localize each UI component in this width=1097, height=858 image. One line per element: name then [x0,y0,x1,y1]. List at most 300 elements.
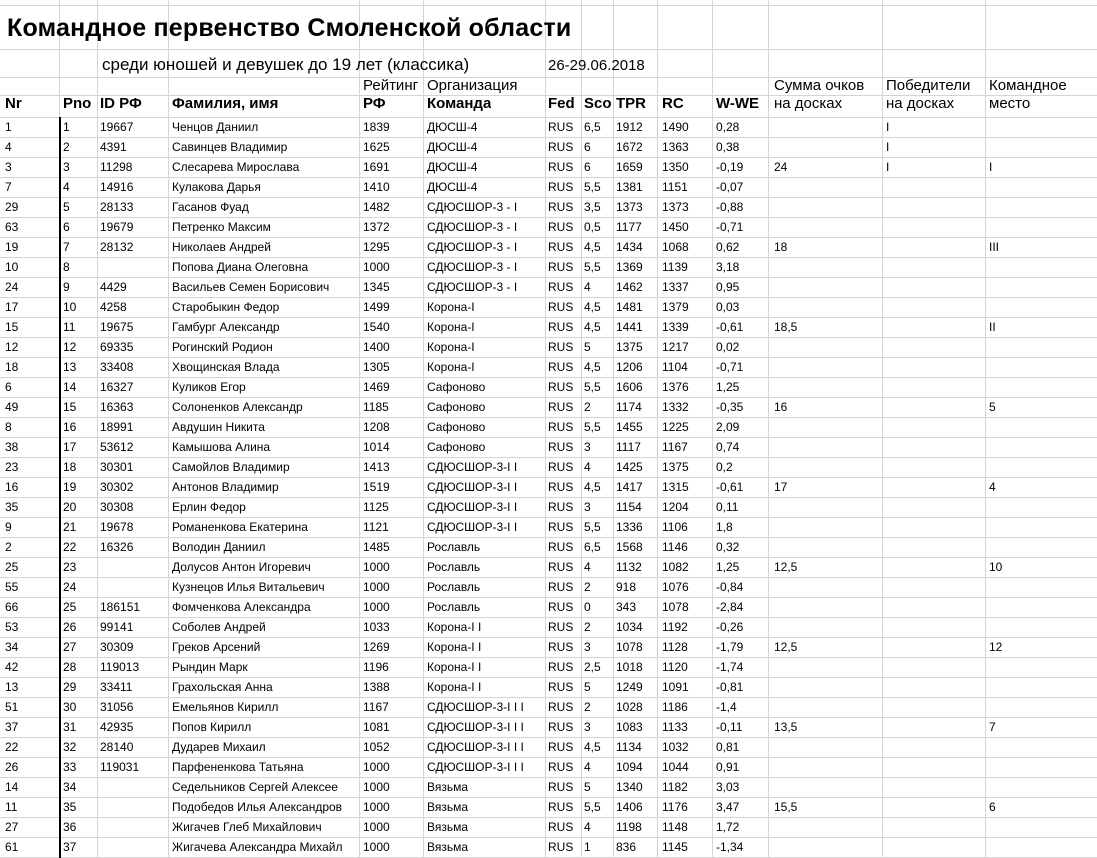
row-team[interactable]: Рославль [427,580,481,594]
row-tpr[interactable]: 1028 [616,700,643,714]
row-id[interactable]: 16363 [100,400,134,414]
row-rc[interactable]: 1450 [662,220,689,234]
row-name[interactable]: Жигачева Александра Михайл [172,840,343,854]
row-tpr[interactable]: 1177 [616,220,642,234]
row-sum[interactable]: 12,5 [774,560,798,574]
row-fed[interactable]: RUS [548,640,574,654]
row-id[interactable]: 19667 [100,120,134,134]
row-team[interactable]: Сафоново [427,420,486,434]
header-winners-top[interactable]: Победители [886,77,971,94]
row-name[interactable]: Самойлов Владимир [172,460,290,474]
row-wwe[interactable]: -0,88 [716,200,744,214]
row-wwe[interactable]: -1,74 [716,660,744,674]
row-wwe[interactable]: -0,19 [716,160,744,174]
row-place[interactable]: I [989,160,993,174]
row-pno[interactable]: 17 [63,440,77,454]
row-team[interactable]: Рославль [427,600,481,614]
row-nr[interactable]: 8 [5,420,12,434]
row-rc[interactable]: 1332 [662,400,689,414]
row-pno[interactable]: 28 [63,660,77,674]
row-name[interactable]: Ченцов Даниил [172,120,259,134]
row-tpr[interactable]: 1373 [616,200,643,214]
row-tpr[interactable]: 1018 [616,660,643,674]
row-rc[interactable]: 1091 [662,680,689,694]
row-rc[interactable]: 1128 [662,640,688,654]
row-rating[interactable]: 1000 [363,840,390,854]
row-rating[interactable]: 1000 [363,600,390,614]
row-id[interactable]: 30308 [100,500,134,514]
row-wwe[interactable]: -0,35 [716,400,744,414]
row-place[interactable]: 4 [989,480,996,494]
header-nr[interactable]: Nr [5,95,22,112]
row-rc[interactable]: 1363 [662,140,689,154]
row-fed[interactable]: RUS [548,840,574,854]
row-fed[interactable]: RUS [548,420,574,434]
row-rc[interactable]: 1350 [662,160,689,174]
row-fed[interactable]: RUS [548,600,574,614]
row-sum[interactable]: 15,5 [774,800,798,814]
row-pno[interactable]: 23 [63,560,77,574]
row-team[interactable]: СДЮСШОР-3 - I [427,200,518,214]
row-fed[interactable]: RUS [548,160,574,174]
row-score[interactable]: 5 [584,680,591,694]
row-rating[interactable]: 1519 [363,480,390,494]
row-pno[interactable]: 27 [63,640,77,654]
row-nr[interactable]: 22 [5,740,19,754]
row-nr[interactable]: 42 [5,660,19,674]
row-rating[interactable]: 1052 [363,740,390,754]
row-score[interactable]: 4 [584,820,591,834]
row-tpr[interactable]: 1434 [616,240,643,254]
row-fed[interactable]: RUS [548,200,574,214]
row-rating[interactable]: 1269 [363,640,390,654]
row-pno[interactable]: 12 [63,340,77,354]
row-pno[interactable]: 9 [63,280,70,294]
row-id[interactable]: 16326 [100,540,134,554]
row-rc[interactable]: 1373 [662,200,689,214]
sheet-title[interactable]: Командное первенство Смоленской области [7,14,572,42]
header-place-bottom[interactable]: место [989,95,1031,112]
row-pno[interactable]: 3 [63,160,70,174]
row-wwe[interactable]: -0,71 [716,220,744,234]
row-team[interactable]: ДЮСШ-4 [427,180,478,194]
row-rating[interactable]: 1691 [363,160,390,174]
row-wwe[interactable]: 1,25 [716,560,740,574]
row-tpr[interactable]: 1606 [616,380,643,394]
row-place[interactable]: 7 [989,720,996,734]
row-rc[interactable]: 1120 [662,660,688,674]
row-name[interactable]: Солоненков Александр [172,400,303,414]
row-fed[interactable]: RUS [548,700,574,714]
row-id[interactable]: 119031 [100,760,140,774]
row-id[interactable]: 30302 [100,480,134,494]
row-nr[interactable]: 12 [5,340,19,354]
row-score[interactable]: 4,5 [584,740,601,754]
row-nr[interactable]: 53 [5,620,19,634]
row-tpr[interactable]: 1672 [616,140,643,154]
header-place-top[interactable]: Командное [989,77,1067,94]
row-score[interactable]: 0,5 [584,220,601,234]
row-team[interactable]: СДЮСШОР-3-I I [427,520,518,534]
row-tpr[interactable]: 1417 [616,480,643,494]
header-rating[interactable]: РФ [363,95,386,112]
row-fed[interactable]: RUS [548,260,574,274]
row-rc[interactable]: 1145 [662,840,688,854]
row-sum[interactable]: 17 [774,480,788,494]
row-rating[interactable]: 1196 [363,660,389,674]
row-tpr[interactable]: 836 [616,840,637,854]
row-wwe[interactable]: 1,8 [716,520,733,534]
row-wwe[interactable]: -1,34 [716,840,744,854]
row-wwe[interactable]: 0,32 [716,540,740,554]
row-rating[interactable]: 1000 [363,260,390,274]
row-fed[interactable]: RUS [548,320,574,334]
row-nr[interactable]: 7 [5,180,12,194]
row-rc[interactable]: 1167 [662,440,688,454]
row-name[interactable]: Старобыкин Федор [172,300,280,314]
row-wwe[interactable]: -0,11 [716,720,743,734]
row-fed[interactable]: RUS [548,400,574,414]
row-wwe[interactable]: -0,61 [716,480,744,494]
row-nr[interactable]: 38 [5,440,19,454]
row-team[interactable]: Сафоново [427,400,486,414]
row-rating[interactable]: 1839 [363,120,390,134]
row-nr[interactable]: 35 [5,500,19,514]
row-name[interactable]: Антонов Владимир [172,480,279,494]
row-team[interactable]: Корона-I [427,340,475,354]
row-id[interactable]: 28133 [100,200,134,214]
row-rc[interactable]: 1146 [662,540,688,554]
row-tpr[interactable]: 1369 [616,260,643,274]
row-tpr[interactable]: 1249 [616,680,643,694]
row-tpr[interactable]: 1132 [616,560,642,574]
row-fed[interactable]: RUS [548,660,574,674]
row-pno[interactable]: 20 [63,500,77,514]
row-wwe[interactable]: 0,62 [716,240,740,254]
row-nr[interactable]: 51 [5,700,19,714]
row-team[interactable]: Вязьма [427,840,469,854]
row-sum[interactable]: 16 [774,400,788,414]
row-rating[interactable]: 1625 [363,140,390,154]
row-rc[interactable]: 1337 [662,280,689,294]
row-id[interactable]: 30309 [100,640,134,654]
header-winners-bottom[interactable]: на досках [886,95,955,112]
row-nr[interactable]: 26 [5,760,19,774]
row-pno[interactable]: 1 [63,120,70,134]
row-nr[interactable]: 2 [5,540,12,554]
row-score[interactable]: 5,5 [584,420,601,434]
row-tpr[interactable]: 1381 [616,180,643,194]
row-wwe[interactable]: -0,07 [716,180,744,194]
row-pno[interactable]: 2 [63,140,70,154]
row-name[interactable]: Куликов Егор [172,380,246,394]
row-nr[interactable]: 66 [5,600,19,614]
row-name[interactable]: Рындин Марк [172,660,248,674]
row-team[interactable]: Корона-I [427,300,475,314]
row-rating[interactable]: 1410 [363,180,390,194]
row-fed[interactable]: RUS [548,780,574,794]
row-nr[interactable]: 1 [5,120,12,134]
row-fed[interactable]: RUS [548,760,574,774]
row-score[interactable]: 3 [584,500,591,514]
row-name[interactable]: Седельников Сергей Алексее [172,780,338,794]
row-tpr[interactable]: 1034 [616,620,643,634]
row-nr[interactable]: 37 [5,720,19,734]
row-score[interactable]: 3,5 [584,200,601,214]
row-id[interactable]: 30301 [100,460,134,474]
row-team[interactable]: Корона-I [427,360,475,374]
row-nr[interactable]: 34 [5,640,19,654]
row-score[interactable]: 5,5 [584,520,601,534]
row-pno[interactable]: 31 [63,720,77,734]
row-rating[interactable]: 1413 [363,460,390,474]
row-name[interactable]: Савинцев Владимир [172,140,288,154]
row-fed[interactable]: RUS [548,220,574,234]
row-wwe[interactable]: -2,84 [716,600,744,614]
row-rc[interactable]: 1068 [662,240,689,254]
row-score[interactable]: 6 [584,160,591,174]
row-rating[interactable]: 1000 [363,560,390,574]
row-fed[interactable]: RUS [548,300,574,314]
row-nr[interactable]: 4 [5,140,12,154]
row-score[interactable]: 3 [584,720,591,734]
row-id[interactable]: 19678 [100,520,134,534]
row-pno[interactable]: 11 [63,320,76,334]
row-score[interactable]: 6,5 [584,540,601,554]
row-fed[interactable]: RUS [548,460,574,474]
row-score[interactable]: 4 [584,560,591,574]
row-fed[interactable]: RUS [548,820,574,834]
row-fed[interactable]: RUS [548,340,574,354]
row-rc[interactable]: 1376 [662,380,689,394]
row-id[interactable]: 33411 [100,680,133,694]
row-team[interactable]: СДЮСШОР-3-I I I [427,700,524,714]
row-nr[interactable]: 16 [5,480,19,494]
row-score[interactable]: 4,5 [584,300,601,314]
row-id[interactable]: 186151 [100,600,141,614]
row-nr[interactable]: 14 [5,780,19,794]
header-name[interactable]: Фамилия, имя [172,95,279,112]
row-place[interactable]: 6 [989,800,996,814]
row-rating[interactable]: 1081 [363,720,390,734]
row-fed[interactable]: RUS [548,500,574,514]
row-team[interactable]: Корона-I I [427,660,482,674]
row-sum[interactable]: 12,5 [774,640,798,654]
row-fed[interactable]: RUS [548,280,574,294]
row-rating[interactable]: 1305 [363,360,390,374]
row-place[interactable]: 5 [989,400,996,414]
row-tpr[interactable]: 1154 [616,500,642,514]
row-pno[interactable]: 26 [63,620,77,634]
row-nr[interactable]: 29 [5,200,19,214]
row-team[interactable]: Корона-I I [427,680,482,694]
row-name[interactable]: Долусов Антон Игоревич [172,560,311,574]
row-score[interactable]: 4 [584,460,591,474]
row-rc[interactable]: 1151 [662,180,688,194]
row-rating[interactable]: 1000 [363,780,390,794]
row-id[interactable]: 14916 [100,180,134,194]
row-wwe[interactable]: 3,03 [716,780,740,794]
header-score[interactable]: Sco [584,95,612,112]
row-team[interactable]: Вязьма [427,780,469,794]
header-tpr[interactable]: TPR [616,95,646,112]
row-rc[interactable]: 1176 [662,800,688,814]
row-tpr[interactable]: 1083 [616,720,643,734]
row-nr[interactable]: 6 [5,380,12,394]
row-name[interactable]: Гамбург Александр [172,320,280,334]
row-name[interactable]: Дударев Михаил [172,740,266,754]
row-nr[interactable]: 49 [5,400,19,414]
row-id[interactable]: 53612 [100,440,134,454]
row-pno[interactable]: 32 [63,740,77,754]
row-tpr[interactable]: 1198 [616,820,642,834]
row-team[interactable]: ДЮСШ-4 [427,140,478,154]
row-wwe[interactable]: 3,18 [716,260,740,274]
row-nr[interactable]: 19 [5,240,19,254]
row-fed[interactable]: RUS [548,140,574,154]
row-fed[interactable]: RUS [548,380,574,394]
row-nr[interactable]: 10 [5,260,19,274]
row-rating[interactable]: 1485 [363,540,390,554]
row-score[interactable]: 5,5 [584,180,601,194]
row-rc[interactable]: 1204 [662,500,689,514]
row-fed[interactable]: RUS [548,360,574,374]
row-rc[interactable]: 1379 [662,300,689,314]
row-rating[interactable]: 1000 [363,760,390,774]
row-score[interactable]: 5,5 [584,380,601,394]
row-score[interactable]: 4 [584,280,591,294]
row-pno[interactable]: 34 [63,780,77,794]
row-rc[interactable]: 1139 [662,260,688,274]
row-rc[interactable]: 1076 [662,580,689,594]
row-score[interactable]: 2 [584,580,591,594]
row-fed[interactable]: RUS [548,580,574,594]
row-rating[interactable]: 1345 [363,280,390,294]
row-rating[interactable]: 1469 [363,380,390,394]
row-name[interactable]: Кулакова Дарья [172,180,261,194]
row-team[interactable]: СДЮСШОР-3-I I [427,480,518,494]
row-nr[interactable]: 23 [5,460,19,474]
row-score[interactable]: 2 [584,620,591,634]
row-fed[interactable]: RUS [548,120,574,134]
row-wwe[interactable]: -0,71 [716,360,744,374]
row-place[interactable]: II [989,320,996,334]
row-tpr[interactable]: 1134 [616,740,642,754]
row-rating[interactable]: 1499 [363,300,390,314]
row-team[interactable]: СДЮСШОР-3-I I I [427,740,524,754]
row-wwe[interactable]: 0,11 [716,500,739,514]
row-nr[interactable]: 15 [5,320,19,334]
row-nr[interactable]: 18 [5,360,19,374]
row-wwe[interactable]: 3,47 [716,800,740,814]
row-team[interactable]: СДЮСШОР-3-I I [427,460,518,474]
row-rc[interactable]: 1106 [662,520,688,534]
row-rc[interactable]: 1192 [662,620,688,634]
row-fed[interactable]: RUS [548,480,574,494]
row-nr[interactable]: 27 [5,820,19,834]
row-score[interactable]: 3 [584,640,591,654]
row-pno[interactable]: 24 [63,580,77,594]
sheet-subtitle[interactable]: среди юношей и девушек до 19 лет (классика) [102,55,470,74]
row-team[interactable]: Корона-I I [427,620,482,634]
row-name[interactable]: Васильев Семен Борисович [172,280,330,294]
row-rc[interactable]: 1044 [662,760,689,774]
row-team[interactable]: ДЮСШ-4 [427,160,478,174]
row-pno[interactable]: 37 [63,840,77,854]
row-rc[interactable]: 1148 [662,820,688,834]
row-wwe[interactable]: 0,28 [716,120,740,134]
row-score[interactable]: 4,5 [584,480,601,494]
row-rc[interactable]: 1078 [662,600,689,614]
row-pno[interactable]: 36 [63,820,77,834]
row-place[interactable]: 10 [989,560,1003,574]
row-rating[interactable]: 1540 [363,320,390,334]
row-team[interactable]: СДЮСШОР-3 - I [427,260,518,274]
row-pno[interactable]: 10 [63,300,77,314]
row-tpr[interactable]: 1117 [616,440,641,454]
row-name[interactable]: Попов Кирилл [172,720,252,734]
row-rc[interactable]: 1225 [662,420,689,434]
row-score[interactable]: 4,5 [584,240,601,254]
row-id[interactable]: 33408 [100,360,134,374]
header-rc[interactable]: RC [662,95,684,112]
row-team[interactable]: Вязьма [427,800,469,814]
row-nr[interactable]: 24 [5,280,19,294]
row-score[interactable]: 6 [584,140,591,154]
row-team[interactable]: СДЮСШОР-3 - I [427,240,518,254]
row-id[interactable]: 4391 [100,140,127,154]
row-rc[interactable]: 1375 [662,460,689,474]
header-wwe[interactable]: W-WE [716,95,760,112]
row-rating[interactable]: 1121 [363,520,389,534]
row-score[interactable]: 4,5 [584,320,601,334]
header-team[interactable]: Команда [427,95,492,112]
row-id[interactable]: 4429 [100,280,127,294]
row-id[interactable]: 31056 [100,700,134,714]
row-wwe[interactable]: 0,74 [716,440,740,454]
row-name[interactable]: Романенкова Екатерина [172,520,308,534]
row-nr[interactable]: 63 [5,220,19,234]
row-name[interactable]: Гасанов Фуад [172,200,249,214]
row-tpr[interactable]: 1455 [616,420,643,434]
row-rc[interactable]: 1315 [662,480,689,494]
header-rating-top[interactable]: Рейтинг [363,77,419,94]
row-score[interactable]: 5,5 [584,260,601,274]
row-wwe[interactable]: 0,38 [716,140,740,154]
row-rc[interactable]: 1032 [662,740,689,754]
row-wwe[interactable]: -1,4 [716,700,737,714]
row-rating[interactable]: 1372 [363,220,390,234]
row-fed[interactable]: RUS [548,440,574,454]
row-rating[interactable]: 1482 [363,200,390,214]
row-nr[interactable]: 3 [5,160,12,174]
row-rc[interactable]: 1133 [662,720,688,734]
row-pno[interactable]: 14 [63,380,77,394]
row-score[interactable]: 1 [584,840,591,854]
row-name[interactable]: Попова Диана Олеговна [172,260,309,274]
row-fed[interactable]: RUS [548,520,574,534]
row-winner[interactable]: I [886,120,890,134]
row-pno[interactable]: 8 [63,260,70,274]
row-rating[interactable]: 1000 [363,580,390,594]
row-tpr[interactable]: 1078 [616,640,643,654]
row-pno[interactable]: 5 [63,200,70,214]
row-name[interactable]: Соболев Андрей [172,620,266,634]
header-fed[interactable]: Fed [548,95,575,112]
row-rc[interactable]: 1182 [662,780,688,794]
row-team[interactable]: СДЮСШОР-3-I I I [427,720,524,734]
row-tpr[interactable]: 1406 [616,800,643,814]
